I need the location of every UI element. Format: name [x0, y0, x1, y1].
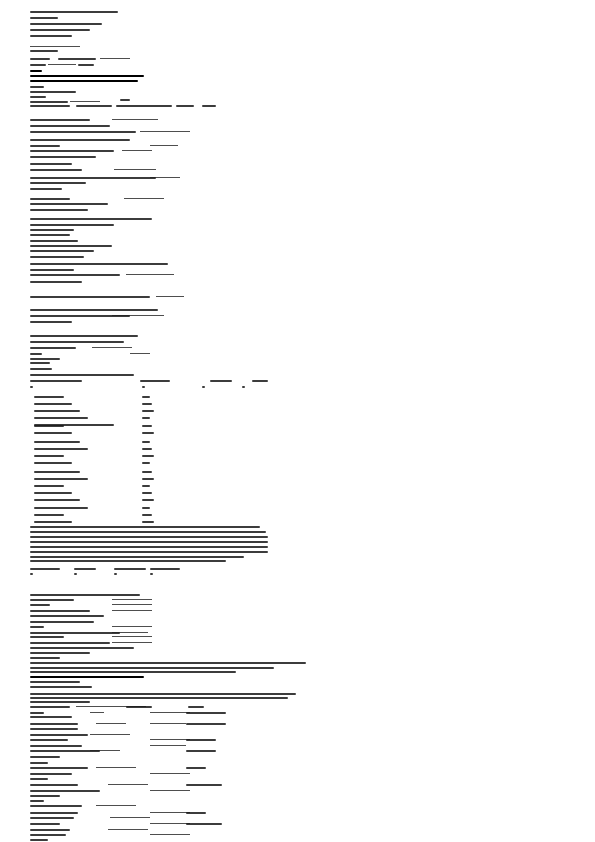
text-line [30, 182, 86, 184]
paragraph-line [30, 767, 88, 769]
table-header [210, 380, 232, 382]
note-line [30, 536, 268, 538]
text-line [30, 58, 50, 60]
table-row-label [34, 432, 72, 434]
table-row-label [34, 448, 88, 450]
paragraph-line [30, 604, 50, 606]
text-line [30, 125, 110, 127]
table-row-value [142, 485, 150, 487]
text-line [30, 358, 60, 360]
paragraph-line [30, 773, 72, 775]
table-row-value [142, 441, 150, 443]
text-line [30, 573, 33, 575]
fill-in-underline [112, 599, 152, 600]
text-line [114, 568, 146, 570]
fill-in-underline [124, 198, 164, 199]
paragraph-line [30, 778, 48, 780]
fill-in-underline [150, 739, 190, 740]
text-line [202, 105, 216, 107]
fill-in-underline [150, 745, 186, 746]
table-row-label [34, 462, 72, 464]
fill-in-underline [70, 101, 100, 102]
fill-in-underline [48, 64, 76, 65]
table-row-label [34, 410, 80, 412]
paragraph-line [30, 739, 68, 741]
paragraph-line [30, 662, 306, 664]
text-line [30, 224, 114, 226]
paragraph-line [30, 762, 48, 764]
text-line [30, 86, 44, 88]
fill-in-underline [90, 734, 130, 735]
text-line [30, 35, 72, 37]
paragraph-line [186, 767, 206, 769]
text-line [30, 139, 130, 141]
fill-in-underline [100, 58, 130, 59]
fill-in-underline [150, 812, 190, 813]
fill-in-underline [96, 805, 136, 806]
note-line [30, 551, 268, 553]
fill-in-underline [96, 767, 136, 768]
paragraph-line [30, 817, 74, 819]
text-line [30, 105, 70, 107]
paragraph-line [30, 734, 88, 736]
text-line [30, 281, 82, 283]
fill-in-underline [90, 750, 120, 751]
table-row-value [142, 499, 154, 501]
paragraph-line [30, 657, 60, 659]
text-line [142, 386, 145, 388]
text-line [30, 198, 70, 200]
fill-in-underline [150, 790, 190, 791]
text-line [30, 274, 120, 276]
fill-in-underline [112, 636, 152, 637]
table-row-value [142, 396, 150, 398]
text-line [30, 50, 58, 52]
text-line [30, 177, 156, 179]
text-line [30, 188, 62, 190]
fill-in-underline [112, 626, 152, 627]
paragraph-line [30, 615, 104, 617]
fill-in-underline [150, 823, 190, 824]
text-line [114, 573, 117, 575]
table-row-label [34, 471, 80, 473]
table-row-label [34, 499, 80, 501]
paragraph-line [30, 834, 66, 836]
text-line [30, 568, 60, 570]
text-line [30, 150, 114, 152]
text-line [30, 17, 58, 19]
paragraph-line [186, 739, 216, 741]
title-line [30, 75, 144, 77]
note-line [30, 526, 260, 528]
paragraph-line [30, 632, 120, 634]
table-header [140, 380, 170, 382]
text-line [30, 234, 70, 236]
paragraph-line [30, 621, 94, 623]
fill-in-underline [126, 274, 174, 275]
fill-in-underline [112, 610, 152, 611]
fill-in-underline [150, 834, 190, 835]
text-line [74, 568, 96, 570]
table-row-value [142, 492, 152, 494]
text-line [30, 362, 50, 364]
fill-in-underline [30, 46, 80, 47]
text-line [150, 573, 153, 575]
title-line [30, 80, 138, 82]
fill-in-underline [140, 131, 190, 132]
paragraph-line [30, 652, 90, 654]
table-row-label [34, 514, 64, 516]
table-row-label [34, 485, 64, 487]
fill-in-underline [150, 145, 178, 146]
paragraph-line [186, 823, 222, 825]
fill-in-underline [108, 784, 148, 785]
note-line [30, 541, 268, 543]
table-row-label [34, 492, 72, 494]
paragraph-line [30, 812, 78, 814]
paragraph-line [30, 728, 78, 730]
paragraph-line [30, 745, 82, 747]
paragraph-line [186, 712, 226, 714]
text-line [116, 105, 172, 107]
table-row-label [34, 455, 64, 457]
paragraph-line [30, 647, 134, 649]
text-line [58, 58, 96, 60]
paragraph-line [30, 693, 296, 695]
table-header [252, 380, 268, 382]
paragraph-line [30, 610, 90, 612]
text-line [30, 353, 42, 355]
text-line [30, 145, 60, 147]
text-line [202, 386, 205, 388]
paragraph-line [30, 697, 288, 699]
table-row-label [34, 441, 80, 443]
text-line [30, 374, 134, 376]
paragraph-line [30, 716, 72, 718]
text-line [30, 296, 150, 298]
text-line [30, 386, 33, 388]
fill-in-underline [156, 296, 184, 297]
text-line [30, 347, 76, 349]
table-row-value [142, 455, 154, 457]
text-line [30, 321, 72, 323]
text-line [176, 105, 194, 107]
table-row-value [142, 507, 150, 509]
fill-in-underline [130, 353, 150, 354]
text-line [30, 240, 78, 242]
text-line [30, 169, 82, 171]
text-line [30, 368, 52, 370]
table-row-label [34, 403, 72, 405]
text-line [30, 119, 90, 121]
fill-in-underline [96, 723, 126, 724]
fill-in-underline [112, 604, 152, 605]
text-line [74, 573, 77, 575]
paragraph-line [30, 686, 92, 688]
paragraph-line [30, 599, 74, 601]
fill-in-underline [108, 829, 148, 830]
text-line [242, 386, 245, 388]
table-row-value [142, 448, 152, 450]
text-line [30, 263, 168, 265]
text-line [30, 23, 102, 25]
paragraph-line [30, 784, 78, 786]
header-line [30, 11, 118, 13]
text-line [120, 99, 130, 101]
fill-in-underline [110, 817, 150, 818]
paragraph-line [30, 701, 90, 703]
table-row-value [142, 471, 152, 473]
paragraph-line [30, 756, 60, 758]
paragraph-line [186, 750, 216, 752]
note-line [30, 556, 244, 558]
paragraph-line [30, 723, 78, 725]
paragraph-line [30, 681, 80, 683]
paragraph-line [30, 839, 48, 841]
table-row-value [142, 478, 154, 480]
text-line [30, 64, 46, 66]
paragraph-line [186, 723, 226, 725]
text-line [30, 163, 72, 165]
text-line [30, 309, 158, 311]
fill-in-underline [150, 723, 186, 724]
table-row-label [34, 478, 88, 480]
title-line [30, 70, 42, 72]
paragraph-line [30, 671, 236, 673]
table-row-value [142, 425, 152, 427]
paragraph-line [30, 626, 44, 628]
table-row-value [142, 462, 150, 464]
note-line [30, 531, 266, 533]
text-line [30, 229, 74, 231]
table-row-value [142, 417, 150, 419]
paragraph-line [30, 667, 274, 669]
text-line [30, 156, 96, 158]
text-line [30, 218, 152, 220]
paragraph-line [186, 784, 222, 786]
text-line [150, 568, 180, 570]
fill-in-underline [90, 712, 104, 713]
note-line [30, 560, 226, 562]
text-line [30, 96, 46, 98]
fill-in-underline [150, 773, 190, 774]
text-line [78, 64, 94, 66]
fill-in-underline [92, 347, 132, 348]
paragraph-line [30, 805, 82, 807]
paragraph-line [30, 712, 44, 714]
text-line [30, 29, 90, 31]
paragraph-line [30, 795, 60, 797]
text-line [76, 105, 112, 107]
table-row-value [142, 410, 154, 412]
table-header [30, 380, 82, 382]
note-line [30, 546, 268, 548]
text-line [30, 341, 124, 343]
fill-in-underline [122, 150, 152, 151]
paragraph-line [186, 812, 206, 814]
table-row-label [34, 507, 88, 509]
table-row-label [34, 396, 64, 398]
paragraph-line [30, 823, 60, 825]
table-row-value [142, 521, 154, 523]
paragraph-line [30, 676, 144, 678]
paragraph-line [30, 790, 100, 792]
table-row-label [34, 424, 114, 426]
text-line [30, 203, 108, 205]
paragraph-line [126, 706, 152, 708]
fill-in-underline [150, 177, 180, 178]
table-row-value [142, 514, 152, 516]
paragraph-line [30, 636, 64, 638]
text-line [30, 209, 88, 211]
text-line [30, 335, 138, 337]
table-row-value [142, 432, 154, 434]
table-row-label [34, 521, 72, 523]
text-line [30, 101, 68, 103]
paragraph-line [188, 706, 204, 708]
paragraph-line [30, 642, 110, 644]
text-line [30, 131, 136, 133]
table-row-label [34, 417, 88, 419]
paragraph-line [30, 829, 70, 831]
text-line [30, 256, 84, 258]
text-line [30, 91, 76, 93]
paragraph-line [30, 594, 140, 596]
table-row-value [142, 403, 152, 405]
paragraph-line [30, 706, 70, 708]
fill-in-underline [150, 712, 190, 713]
fill-in-underline [112, 119, 158, 120]
fill-in-underline [112, 632, 148, 633]
paragraph-line [30, 800, 44, 802]
fill-in-underline [114, 169, 156, 170]
text-line [30, 250, 94, 252]
fill-in-underline [112, 642, 152, 643]
text-line [30, 245, 112, 247]
text-line [30, 269, 74, 271]
fill-in-underline [112, 315, 164, 316]
